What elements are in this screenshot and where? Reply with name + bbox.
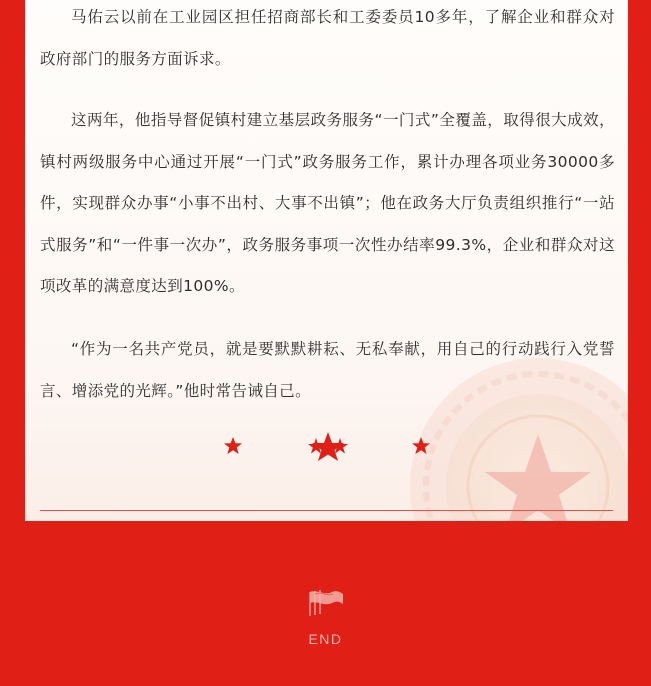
star-cluster-icon <box>307 430 349 462</box>
paragraph-2: 这两年，他指导督促镇村建立基层政务服务“一门式”全覆盖，取得很大成效，镇村两级服务中心通过开展“一门式”政务服务工作，累计办理各项业务30000多件，实现群众办事“小事不出村、大事不出镇”；他在政务大厅负责组织推行“一站式服务”和“一件事一次办”，政务服务事项一次性办结率99.3%，企业和群众对这项改革的满意度达到100%。 <box>40 111 615 295</box>
end-label: END <box>308 631 343 647</box>
flag-icon <box>306 588 346 618</box>
star-icon <box>223 436 243 456</box>
star-icon <box>411 436 431 456</box>
paragraph-3: “作为一名共产党员，就是要默默耕耘、无私奉献，用自己的行动践行入党誓言、增添党的光辉。”他时常告诫自己。 <box>40 340 615 400</box>
article-card <box>25 0 628 521</box>
bottom-divider <box>40 510 613 511</box>
paragraph-1: 马佑云以前在工业园区担任招商部长和工委委员10多年，了解企业和群众对政府部门的服务方面诉求。 <box>40 8 615 68</box>
star-divider <box>25 430 628 464</box>
